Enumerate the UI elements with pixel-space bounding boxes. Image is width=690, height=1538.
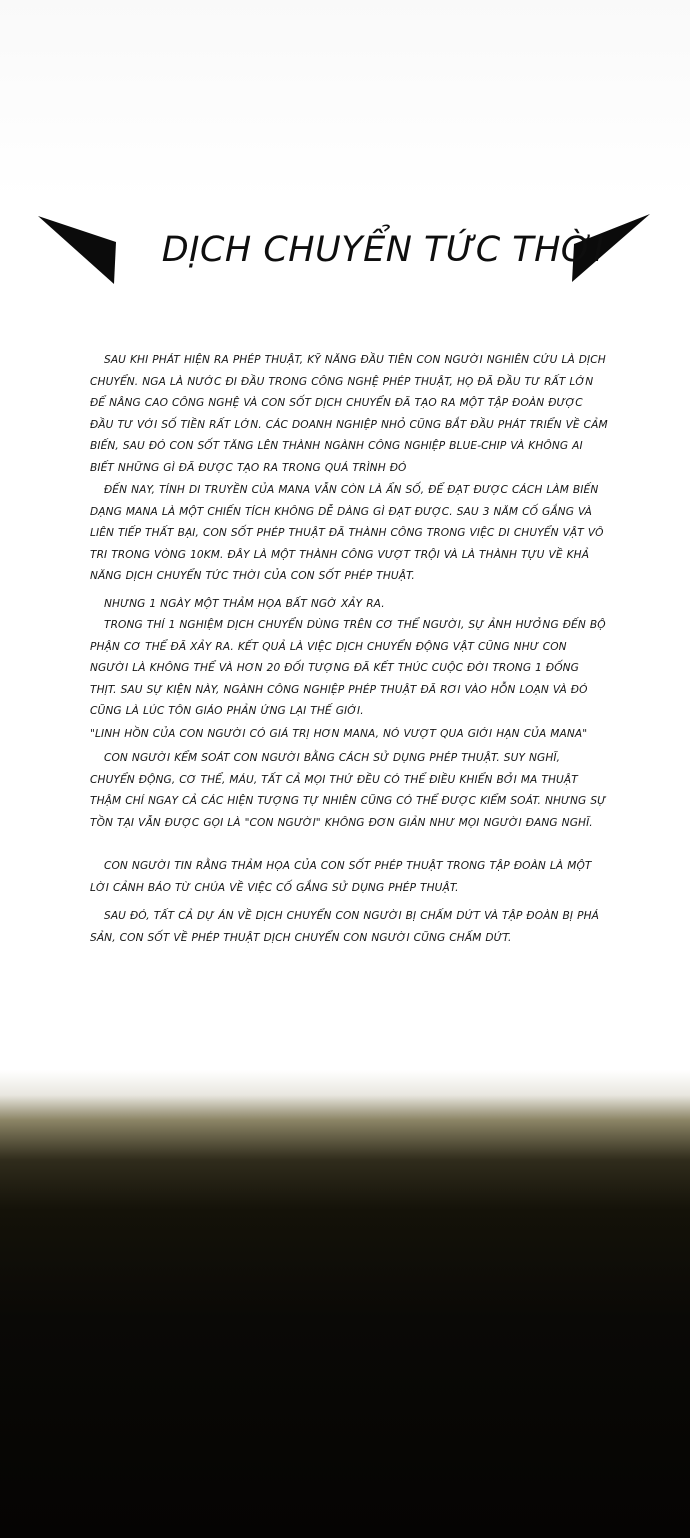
- page-title: DỊCH CHUYỂN TỨC THỜI: [161, 230, 605, 270]
- paragraph-ending: SAU ĐÓ, TẤT CẢ DỰ ÁN VỀ DỊCH CHUYỂN CON NGƯỜI BỊ CHẤM DỨT VÀ TẬP ĐOÀN BỊ PHÁ SẢN, CON SỐT VỀ PHÉP THUẬT DỊCH CHUYỂN CON NGƯỜI CŨNG CHẤM DỨT.: [90, 910, 599, 944]
- paragraph-control: CON NGƯỜI KỂM SOÁT CON NGƯỜI BẰNG CÁCH SỬ DỤNG PHÉP THUẬT. SUY NGHĨ, CHUYỂN ĐỘNG, CƠ THỂ, MÁU, TẤT CẢ MỌI THỨ ĐỀU CÓ THỂ ĐIỀU KHIỂN BỞI MA THUẬT THẬM CHÍ NGAY CẢ CÁC HIỆN TƯỢNG TỰ NHIÊN CŨNG CÓ THỂ ĐƯỢC KIỂM SOÁT. NHƯNG SỰ TỒN TẠI VẪN ĐƯỢC GỌI LÀ "CON NGƯỜI" KHÔNG ĐƠN GIẢN NHƯ MỌI NGƯỜI ĐANG NGHĨ.: [90, 752, 607, 829]
- paragraph-discovery: SAU KHI PHÁT HIỆN RA PHÉP THUẬT, KỸ NĂNG ĐẦU TIÊN CON NGƯỜI NGHIÊN CỨU LÀ DỊCH CHUYỂN. NGA LÀ NƯỚC ĐI ĐẦU TRONG CÔNG NGHỆ PHÉP THUẬT, HỌ ĐÃ ĐẦU TƯ RẤT LỚN ĐỂ NÂNG CAO CÔNG NGHỆ VÀ CON SỐT DỊCH CHUYỂN ĐÃ TẠO RA MỘT TẬP ĐOÀN ĐƯỢC ĐẦU TƯ VỚI SỐ TIỀN RẤT LỚN. CÁC DOANH NGHIỆP NHỎ CŨNG BẮT ĐẦU PHÁT TRIỂN VỀ CẢM BIẾN, SAU ĐÓ CON SỐT TĂNG LÊN THÀNH NGÀNH CÔNG NGHIỆP BLUE-CHIP VÀ KHÔNG AI BIẾT NHỮNG GÌ ĐÃ ĐƯỢC TẠO RA TRONG QUÁ TRÌNH ĐÓ: [90, 354, 608, 474]
- paragraph-quote: "LINH HỒN CỦA CON NGƯỜI CÓ GIÁ TRỊ HƠN MANA, NÓ VƯỢT QUA GIỚI HẠN CỦA MANA": [90, 728, 588, 740]
- paragraph-mana-genetics: ĐẾN NAY, TÍNH DI TRUYỀN CỦA MANA VẪN CÒN LÀ ẨN SỐ, ĐỂ ĐẠT ĐƯỢC CÁCH LÀM BIẾN DẠNG MANA LÀ MỘT CHIẾN TÍCH KHÔNG DỄ DÀNG GÌ ĐẠT ĐƯỢC. SAU 3 NĂM CỐ GẮNG VÀ LIÊN TIẾP THẤT BẠI, CON SỐT PHÉP THUẬT ĐÃ THÀNH CÔNG TRONG VIỆC DI CHUYỂN VẬT VÔ TRI TRONG VÒNG 10KM. ĐÂY LÀ MỘT THÀNH CÔNG VƯỢT TRỘI VÀ LÀ THÀNH TỰU VỀ KHẢ NĂNG DỊCH CHUYỂN TỨC THỜI CỦA CON SỐT PHÉP THUẬT.: [90, 484, 604, 582]
- paragraph-warning: CON NGƯỜI TIN RẰNG THẢM HỌA CỦA CON SỐT PHÉP THUẬT TRONG TẬP ĐOÀN LÀ MỘT LỜI CẢNH BÁO TỪ CHÚA VỀ VIỆC CỐ GẮNG SỬ DỤNG PHÉP THUẬT.: [90, 860, 592, 894]
- paragraph-disaster-intro: NHƯNG 1 NGÀY MỘT THẢM HỌA BẤT NGỜ XẢY RA.: [104, 598, 385, 610]
- left-wing-shape: [38, 216, 116, 284]
- title-banner: [38, 212, 650, 288]
- paragraph-human-experiment: TRONG THÍ 1 NGHIỆM DỊCH CHUYỂN DÙNG TRÊN CƠ THỂ NGƯỜI, SỰ ẢNH HƯỞNG ĐẾN BỘ PHẬN CƠ THỂ ĐÃ XẢY RA. KẾT QUẢ LÀ VIỆC DỊCH CHUYỂN ĐỘNG VẬT CŨNG NHƯ CON NGƯỜI LÀ KHÔNG THỂ VÀ HƠN 20 ĐỐI TƯỢNG ĐÃ KẾT THÚC CUỘC ĐỜI TRONG 1 ĐỐNG THỊT. SAU SỰ KIỆN NÀY, NGÀNH CÔNG NGHIỆP PHÉP THUẬT ĐÃ RƠI VÀO HỖN LOẠN VÀ ĐÓ CŨNG LÀ LÚC TÔN GIÁO PHẢN ỨNG LẠI THẾ GIỚI.: [90, 619, 606, 717]
